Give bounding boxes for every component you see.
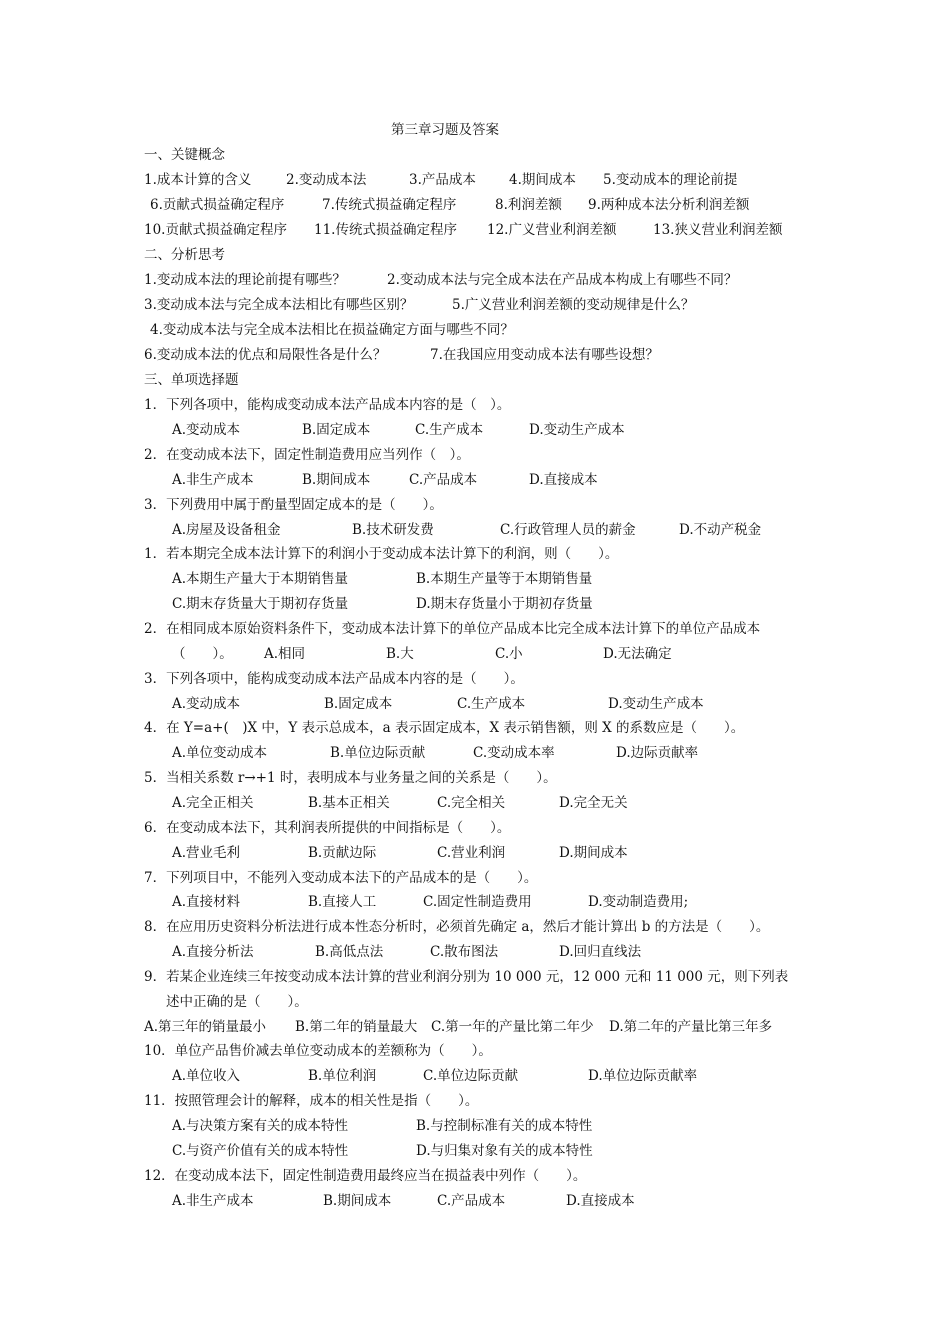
- option: C.营业利润: [437, 845, 506, 861]
- question-item: 7.在我国应用变动成本法有哪些设想？: [430, 347, 659, 363]
- option: B.本期生产量等于本期销售量: [416, 571, 593, 587]
- option: A.营业毛利: [172, 845, 241, 861]
- question-stem: 10．单位产品售价减去单位变动成本的差额称为（ ）。: [144, 1043, 492, 1059]
- option: D.单位边际贡献率: [588, 1068, 698, 1084]
- option: D.边际贡献率: [616, 745, 699, 761]
- option: D.第二年的产量比第三年多: [609, 1019, 773, 1035]
- concept-item: 4.期间成本: [509, 172, 576, 188]
- option: B.固定成本: [324, 696, 393, 712]
- option: B.期间成本: [323, 1193, 392, 1209]
- option: C.生产成本: [457, 696, 526, 712]
- option: C.单位边际贡献: [423, 1068, 519, 1084]
- question-stem: 9．若某企业连续三年按变动成本法计算的营业利润分别为 10 000 元，12 000 元和 11 000 元，则下列表: [144, 969, 789, 985]
- option: B.固定成本: [302, 422, 371, 438]
- concept-item: 7.传统式损益确定程序: [322, 197, 457, 213]
- option: C.行政管理人员的薪金: [500, 522, 636, 538]
- question-item: 2.变动成本法与完全成本法在产品成本构成上有哪些不同？: [387, 272, 738, 288]
- question-stem: 8．在应用历史资料分析法进行成本性态分析时，必须首先确定 a，然后才能计算出 b 的方法是（ ）。: [144, 919, 770, 935]
- document-title: 第三章习题及答案: [391, 122, 499, 138]
- question-stem: 3．下列各项中，能构成变动成本法产品成本内容的是（ ）。: [144, 671, 524, 687]
- option: A.直接分析法: [172, 944, 254, 960]
- question-stem-tail: 述中正确的是（ ）。: [166, 994, 308, 1010]
- option: C.散布图法: [430, 944, 499, 960]
- section-heading-analysis: 二、分析思考: [144, 247, 225, 263]
- option: A.单位收入: [172, 1068, 241, 1084]
- question-stem: 2．在变动成本法下，固定性制造费用应当列作（ ）。: [144, 447, 470, 463]
- question-stem: 7．下列项目中，不能列入变动成本法下的产品成本的是（ ）。: [144, 870, 538, 886]
- option: D.无法确定: [603, 646, 672, 662]
- option: B.基本正相关: [308, 795, 390, 811]
- concept-item: 8.利润差额: [495, 197, 562, 213]
- question-stem: 12．在变动成本法下，固定性制造费用最终应当在损益表中列作（ ）。: [144, 1168, 587, 1184]
- section-heading-single-choice: 三、单项选择题: [144, 372, 239, 388]
- concept-item: 10.贡献式损益确定程序: [144, 222, 287, 238]
- concept-item: 3.产品成本: [409, 172, 476, 188]
- option: C.固定性制造费用: [423, 894, 532, 910]
- concept-item: 12.广义营业利润差额: [487, 222, 617, 238]
- option: D.变动生产成本: [529, 422, 625, 438]
- option: D.直接成本: [566, 1193, 635, 1209]
- question-stem: 3．下列费用中属于酌量型固定成本的是（ ）。: [144, 497, 443, 513]
- option: A.非生产成本: [172, 1193, 254, 1209]
- option: C.与资产价值有关的成本特性: [172, 1143, 349, 1159]
- question-stem: 1．下列各项中，能构成变动成本法产品成本内容的是（ ）。: [144, 397, 511, 413]
- question-item: 1.变动成本法的理论前提有哪些？: [144, 272, 346, 288]
- option: B.高低点法: [315, 944, 384, 960]
- option: B.期间成本: [302, 472, 371, 488]
- concept-item: 13.狭义营业利润差额: [653, 222, 783, 238]
- concept-item: 5.变动成本的理论前提: [603, 172, 738, 188]
- option: A.与决策方案有关的成本特性: [172, 1118, 349, 1134]
- option: A.房屋及设备租金: [172, 522, 281, 538]
- question-stem: 6．在变动成本法下，其利润表所提供的中间指标是（ ）。: [144, 820, 511, 836]
- concept-item: 1.成本计算的含义: [144, 172, 252, 188]
- option: D.变动生产成本: [608, 696, 704, 712]
- option: B.直接人工: [308, 894, 377, 910]
- option: A.第三年的销量最小: [144, 1019, 267, 1035]
- option: A.直接材料: [172, 894, 241, 910]
- question-stem: 11．按照管理会计的解释，成本的相关性是指（ ）。: [144, 1093, 479, 1109]
- option: D.期末存货量小于期初存货量: [416, 596, 593, 612]
- option: C.产品成本: [409, 472, 478, 488]
- question-stem: 2．在相同成本原始资料条件下，变动成本法计算下的单位产品成本比完全成本法计算下的单位产品成本: [144, 621, 761, 637]
- option: C.期末存货量大于期初存货量: [172, 596, 349, 612]
- option: A.相同: [264, 646, 306, 662]
- question-item: 3.变动成本法与完全成本法相比有哪些区别？: [144, 297, 414, 313]
- question-stem: 4．在 Y=a+( )X 中，Y 表示总成本，a 表示固定成本，X 表示销售额，则 X 的系数应是（ ）。: [144, 720, 745, 736]
- question-item: 6.变动成本法的优点和局限性各是什么？: [144, 347, 387, 363]
- option: B.与控制标准有关的成本特性: [416, 1118, 593, 1134]
- option: B.单位利润: [308, 1068, 377, 1084]
- concept-item: 11.传统式损益确定程序: [314, 222, 457, 238]
- question-item: 5.广义营业利润差额的变动规律是什么？: [452, 297, 695, 313]
- option: B.技术研发费: [352, 522, 434, 538]
- option: B.单位边际贡献: [330, 745, 426, 761]
- option: C.变动成本率: [473, 745, 555, 761]
- option: C.小: [495, 646, 523, 662]
- option: D.不动产税金: [679, 522, 762, 538]
- option: B.大: [386, 646, 414, 662]
- concept-item: 2.变动成本法: [286, 172, 367, 188]
- question-stem-tail: （ ）。: [172, 646, 233, 662]
- option: D.直接成本: [529, 472, 598, 488]
- option: A.变动成本: [172, 696, 241, 712]
- option: A.非生产成本: [172, 472, 254, 488]
- option: D.完全无关: [559, 795, 628, 811]
- option: B.贡献边际: [308, 845, 377, 861]
- question-stem: 5．当相关系数 r→+1 时，表明成本与业务量之间的关系是（ ）。: [144, 770, 557, 786]
- option: A.变动成本: [172, 422, 241, 438]
- option: A.单位变动成本: [172, 745, 268, 761]
- question-stem: 1．若本期完全成本法计算下的利润小于变动成本法计算下的利润，则（ ）。: [144, 546, 619, 562]
- option: D.期间成本: [559, 845, 628, 861]
- concept-item: 9.两种成本法分析利润差额: [588, 197, 750, 213]
- option: D.变动制造费用;: [588, 894, 689, 910]
- section-heading-key-concepts: 一、关键概念: [144, 147, 225, 163]
- concept-item: 6.贡献式损益确定程序: [150, 197, 285, 213]
- option: B.第二年的销量最大: [295, 1019, 418, 1035]
- option: D.回归直线法: [559, 944, 642, 960]
- option: C.完全相关: [437, 795, 506, 811]
- option: A.本期生产量大于本期销售量: [172, 571, 349, 587]
- option: A.完全正相关: [172, 795, 254, 811]
- option: C.产品成本: [437, 1193, 506, 1209]
- question-item: 4.变动成本法与完全成本法相比在损益确定方面与哪些不同？: [150, 322, 514, 338]
- option: C.第一年的产量比第二年少: [431, 1019, 594, 1035]
- option: D.与归集对象有关的成本特性: [416, 1143, 593, 1159]
- option: C.生产成本: [415, 422, 484, 438]
